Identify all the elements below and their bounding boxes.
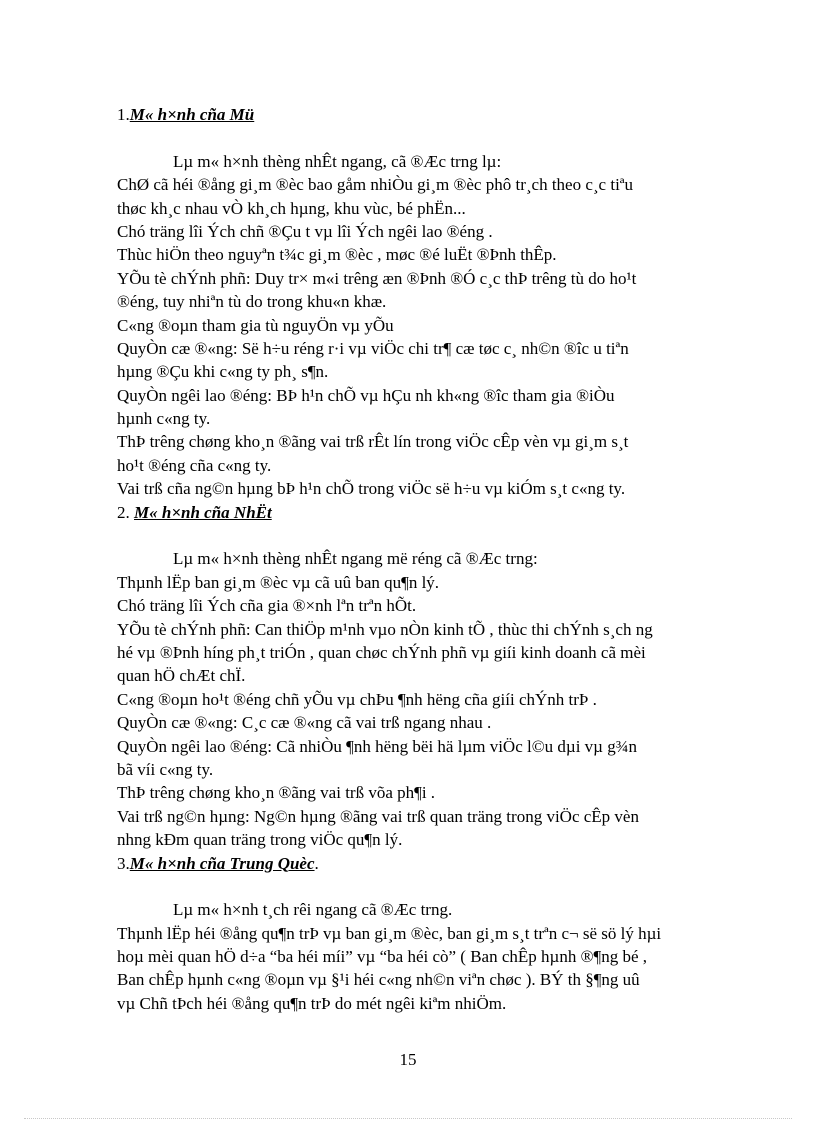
section-1-line: ThÞ trêng chøng kho¸n ®ãng vai trß rÊt lín trong viÖc cÊp vèn vµ gi¸m s¸t — [117, 432, 629, 452]
section-1-line: QuyÒn cæ ®«ng: Së h÷u réng r·i vµ viÖc chi tr¶ cæ tøc c¸ nh©n ®îc u tiªn — [117, 338, 629, 358]
section-3-title-suffix: . — [314, 853, 319, 873]
section-1-line: ®éng, tuy nhiªn tù do trong khu«n khæ. — [117, 292, 387, 312]
section-1-number: 1. — [117, 105, 130, 124]
section-2-line: ThÞ trêng chøng kho¸n ®ãng vai trß võa ph¶i . — [117, 783, 436, 803]
section-1-line: C«ng ®oµn tham gia tù nguyÖn vµ yÕu — [117, 315, 394, 335]
section-2-line: quan hÖ chÆt chÏ. — [117, 666, 246, 686]
section-1-line: hµng ®Çu khi c«ng ty ph¸ s¶n. — [117, 362, 329, 382]
section-2-line: Vai trß ng©n hµng: Ng©n hµng ®ãng vai trß quan träng trong viÖc cÊp vèn — [117, 806, 639, 826]
section-3-intro: Lµ m« h×nh t¸ch rêi ngang cã ®Æc trng. — [173, 900, 453, 920]
section-1-line: Thùc hiÖn theo nguyªn t¾c gi¸m ®èc , møc ®é luËt ®Þnh thÊp. — [117, 245, 557, 265]
section-2-title: M« h×nh cña NhËt — [134, 502, 272, 522]
section-2-line: Thµnh lËp ban gi¸m ®èc vµ cã uû ban qu¶n lý. — [117, 572, 440, 592]
page-number: 15 — [399, 1050, 417, 1069]
section-1-heading — [117, 103, 722, 126]
section-3-line: Thµnh lËp héi ®ång qu¶n trÞ vµ ban gi¸m ®èc, ban gi¸m s¸t trªn c¬ së sö lý hµi — [117, 923, 662, 943]
section-3-line: hoµ mèi quan hÖ d÷a “ba héi míi” vµ “ba héi cò” ( Ban chÊp hµnh ®¶ng bé , — [117, 947, 647, 967]
section-1-line: thøc kh¸c nhau vÒ kh¸ch hµng, khu vùc, bé phËn... — [117, 198, 466, 218]
paragraph-gap — [117, 126, 722, 149]
section-1-line: YÕu tè chÝnh phñ: Duy tr× m«i trêng æn ®Þnh ®Ó c¸c thÞ trêng tù do ho¹t — [117, 268, 637, 288]
section-1-line: ho¹t ®éng cña c«ng ty. — [117, 455, 272, 475]
section-2-line: C«ng ®oµn ho¹t ®éng chñ yÕu vµ chÞu ¶nh hëng cña giíi chÝnh trÞ . — [117, 689, 597, 709]
paragraph-gap — [117, 524, 722, 547]
section-2-line: hé vµ ®Þnh híng ph¸t triÓn , quan chøc chÝnh phñ vµ giíi kinh doanh cã mèi — [117, 642, 646, 662]
section-1-line: Chó träng lîi Ých chñ ®Çu t vµ lîi Ých ngêi lao ®éng . — [117, 221, 493, 241]
section-1-line: Vai trß cña ng©n hµng bÞ h¹n chÕ trong viÖc së h÷u vµ kiÓm s¸t c«ng ty. — [117, 479, 626, 499]
section-1-line: ChØ cã héi ®ång gi¸m ®èc bao gåm nhiÒu gi¸m ®èc phô tr¸ch theo c¸c tiªu — [117, 175, 633, 195]
section-2-heading — [117, 501, 722, 524]
section-3-line: Ban chÊp hµnh c«ng ®oµn vµ §¹i héi c«ng nh©n viªn chøc ). BÝ th §¶ng uû — [117, 970, 640, 990]
section-2-line: QuyÒn ngêi lao ®éng: Cã nhiÒu ¶nh hëng bëi hä lµm viÖc l©u dµi vµ g¾n — [117, 736, 637, 756]
section-3-number: 3. — [117, 853, 130, 873]
section-2-line: nhng kÐm quan träng trong viÖc qu¶n lý. — [117, 830, 403, 850]
section-3-line: vµ Chñ tÞch héi ®ång qu¶n trÞ do mét ngêi kiªm nhiÖm. — [117, 993, 507, 1013]
section-3-title: M« h×nh cña Trung Quèc — [129, 853, 315, 873]
section-1-intro: Lµ m« h×nh thèng nhÊt ngang, cã ®Æc trng lµ: — [173, 151, 502, 171]
section-1-line: hµnh c«ng ty. — [117, 409, 211, 429]
section-2-line: bã víi c«ng ty. — [117, 759, 214, 779]
section-1-line: QuyÒn ngêi lao ®éng: BÞ h¹n chÕ vµ hÇu nh kh«ng ®îc tham gia ®iÒu — [117, 385, 615, 405]
page-bottom-divider — [24, 1118, 792, 1119]
paragraph-gap — [117, 875, 722, 898]
section-2-line: Chó träng lîi Ých cña gia ®×nh lªn trªn hÕt. — [117, 596, 417, 616]
section-2-line: QuyÒn cæ ®«ng: C¸c cæ ®«ng cã vai trß ngang nhau . — [117, 713, 492, 733]
section-3-heading — [117, 852, 722, 875]
section-2-line: YÕu tè chÝnh phñ: Can thiÖp m¹nh vµo nÒn kinh tÕ , thùc thi chÝnh s¸ch ng — [117, 619, 653, 639]
section-1-title: M« h×nh cña Mü — [129, 105, 255, 124]
page-body — [117, 103, 722, 1015]
section-2-intro: Lµ m« h×nh thèng nhÊt ngang më réng cã ®Æc trng: — [173, 549, 538, 569]
section-2-number: 2. — [117, 502, 134, 522]
